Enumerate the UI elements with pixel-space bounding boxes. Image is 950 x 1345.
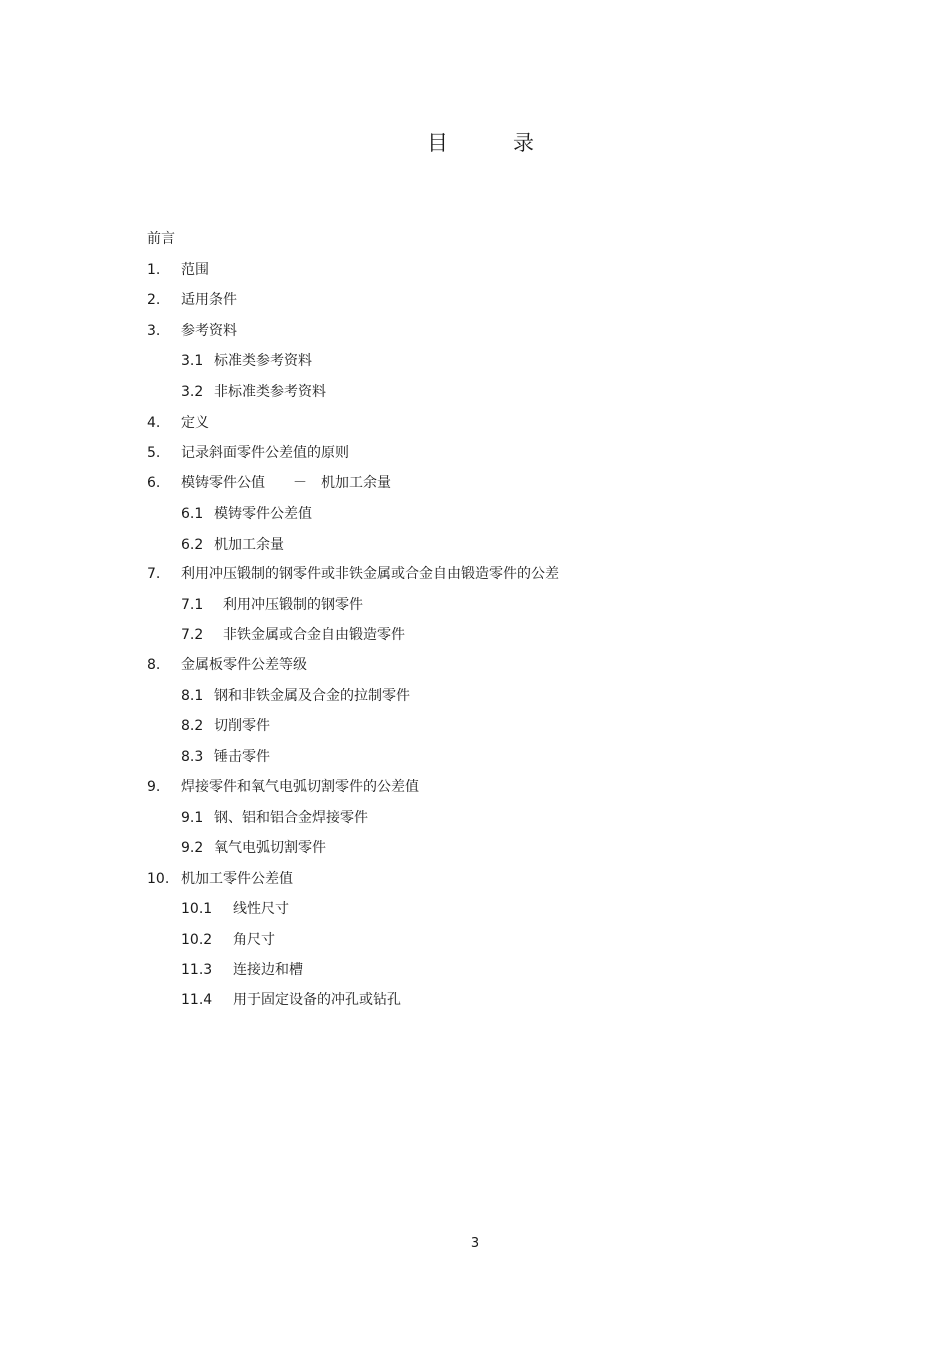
toc-entry-11-3[interactable] [181, 959, 303, 981]
toc-entry-text: 钢和非铁金属及合金的拉制零件 [214, 688, 410, 704]
toc-entry-number: 4. [147, 415, 161, 431]
toc-entry-4[interactable] [147, 412, 209, 434]
toc-entry-number: 3.1 [181, 353, 204, 369]
toc-entry-number: 3. [147, 323, 161, 339]
toc-entry-3[interactable] [147, 320, 237, 342]
toc-entry-text: 机加工余量 [214, 537, 284, 553]
toc-entry-number: 7. [147, 566, 161, 582]
toc-entry-9-1[interactable] [181, 807, 368, 829]
toc-entry-number: 5. [147, 445, 161, 461]
toc-entry-preface[interactable] [147, 228, 175, 250]
toc-entry-text: 利用冲压锻制的钢零件 [223, 597, 363, 613]
toc-entry-text: 记录斜面零件公差值的原则 [181, 445, 349, 461]
toc-entry-text: 前言 [147, 231, 175, 247]
toc-entry-number: 10. [147, 871, 170, 887]
toc-entry-number: 11.3 [181, 962, 213, 978]
toc-entry-7[interactable] [147, 563, 559, 585]
toc-entry-9-2[interactable] [181, 837, 326, 859]
toc-entry-6[interactable] [147, 472, 391, 494]
toc-entry-3-2[interactable] [181, 381, 326, 403]
toc-entry-text: 机加工零件公差值 [181, 871, 293, 887]
toc-entry-number: 9.2 [181, 840, 204, 856]
toc-entry-number: 9.1 [181, 810, 204, 826]
toc-entry-text: 金属板零件公差等级 [181, 657, 307, 673]
toc-entry-10-1[interactable] [181, 898, 289, 920]
toc-entry-6-1[interactable] [181, 503, 312, 525]
toc-entry-text: 非标准类参考资料 [214, 384, 326, 400]
toc-entry-1[interactable] [147, 259, 209, 281]
toc-entry-number: 8.2 [181, 718, 204, 734]
toc-entry-number: 3.2 [181, 384, 204, 400]
toc-entry-number: 1. [147, 262, 161, 278]
toc-entry-5[interactable] [147, 442, 349, 464]
toc-entry-text: 定义 [181, 415, 209, 431]
toc-entry-text: 适用条件 [181, 292, 237, 308]
toc-entry-text: 范围 [181, 262, 209, 278]
toc-entry-text: 标准类参考资料 [214, 353, 312, 369]
toc-entry-text: 钢、铝和铝合金焊接零件 [214, 810, 368, 826]
toc-entry-text: 模铸零件公差值 [214, 506, 312, 522]
toc-entry-text: 焊接零件和氧气电弧切割零件的公差值 [181, 779, 419, 795]
toc-entry-11-4[interactable] [181, 989, 401, 1011]
toc-entry-number: 11.4 [181, 992, 213, 1008]
toc-entry-7-1[interactable] [181, 594, 363, 616]
toc-entry-number: 7.2 [181, 627, 204, 643]
toc-entry-text: 模铸零件公值 － 机加工余量 [181, 475, 391, 491]
toc-entry-text: 利用冲压锻制的钢零件或非铁金属或合金自由锻造零件的公差 [181, 566, 559, 582]
toc-entry-number: 8.1 [181, 688, 204, 704]
toc-entry-text: 氧气电弧切割零件 [214, 840, 326, 856]
toc-entry-number: 10.2 [181, 932, 213, 948]
toc-entry-10[interactable] [147, 868, 293, 890]
toc-entry-text: 锤击零件 [214, 749, 270, 765]
toc-entry-number: 6.1 [181, 506, 204, 522]
toc-entry-text: 用于固定设备的冲孔或钻孔 [233, 992, 401, 1008]
toc-entry-2[interactable] [147, 289, 237, 311]
toc-entry-number: 10.1 [181, 901, 213, 917]
page-number: 3 [470, 1236, 480, 1251]
toc-entry-number: 7.1 [181, 597, 204, 613]
toc-entry-text: 线性尺寸 [233, 901, 289, 917]
toc-entry-8-2[interactable] [181, 715, 270, 737]
toc-entry-10-2[interactable] [181, 929, 275, 951]
toc-entry-number: 6. [147, 475, 161, 491]
toc-entry-6-2[interactable] [181, 534, 284, 556]
toc-entry-8[interactable] [147, 654, 307, 676]
toc-entry-text: 非铁金属或合金自由锻造零件 [223, 627, 405, 643]
toc-entry-9[interactable] [147, 776, 419, 798]
toc-entry-text: 角尺寸 [233, 932, 275, 948]
toc-entry-number: 8.3 [181, 749, 204, 765]
toc-entry-number: 9. [147, 779, 161, 795]
toc-entry-text: 参考资料 [181, 323, 237, 339]
toc-entry-number: 8. [147, 657, 161, 673]
toc-entry-8-3[interactable] [181, 746, 270, 768]
toc-entry-text: 切削零件 [214, 718, 270, 734]
toc-entry-text: 连接边和槽 [233, 962, 303, 978]
toc-entry-3-1[interactable] [181, 350, 312, 372]
toc-entry-7-2[interactable] [181, 624, 405, 646]
toc-title: 目 录 [427, 131, 556, 155]
toc-entry-number: 2. [147, 292, 161, 308]
toc-entry-8-1[interactable] [181, 685, 410, 707]
toc-entry-number: 6.2 [181, 537, 204, 553]
